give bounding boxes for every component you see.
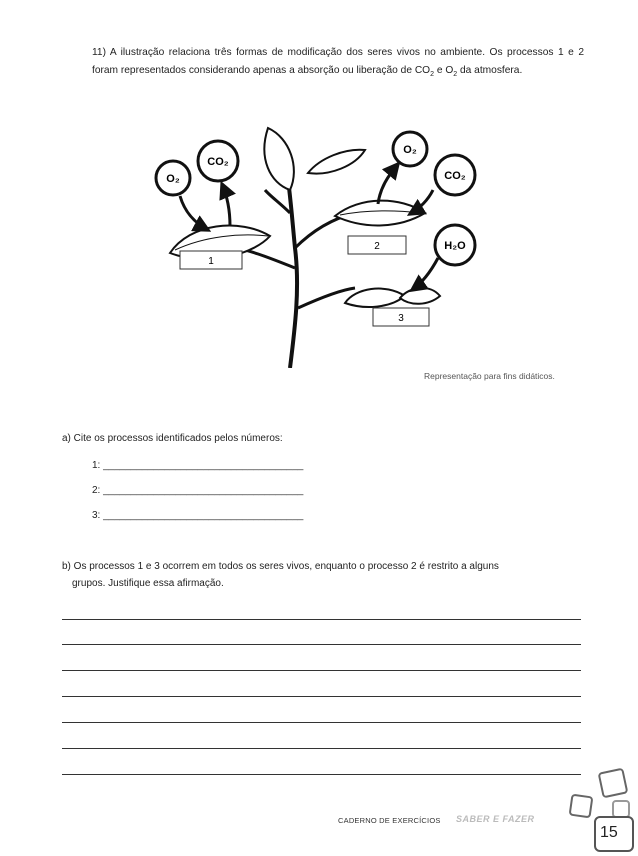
- svg-text:CO₂: CO₂: [207, 156, 229, 168]
- svg-text:O₂: O₂: [166, 173, 180, 185]
- svg-text:3: 3: [398, 313, 404, 324]
- svg-text:O₂: O₂: [403, 144, 417, 156]
- question-number: 11): [92, 47, 106, 58]
- part-a-prompt: a) Cite os processos identificados pelos números:: [62, 433, 283, 444]
- co2-circle-right: [435, 155, 475, 195]
- footer-label: CADERNO DE EXERCÍCIOS: [338, 816, 441, 825]
- svg-text:CO₂: CO₂: [444, 170, 466, 182]
- question-text: 11) A ilustração relaciona três formas de modificação dos seres vivos no ambiente. Os processos 1 e 2 foram representados considerando apenas a absorção ou liberação de $CO_2$ e $O_2$ da atmosfera.: [92, 47, 584, 78]
- answer-line-2[interactable]: 2: ____________________________________: [92, 485, 304, 496]
- o2-circle-right: [393, 132, 427, 166]
- writing-line[interactable]: [62, 696, 581, 697]
- box-3: [373, 308, 429, 326]
- leaf-lower-right-2: [400, 288, 440, 304]
- leaf-top: [264, 128, 293, 190]
- decor-square: [598, 768, 629, 799]
- box-1: [180, 251, 242, 269]
- o2-circle-left: [156, 161, 190, 195]
- decor-square: [569, 794, 594, 819]
- box-2: [348, 236, 406, 254]
- illustration-caption: Representação para fins didáticos.: [424, 371, 555, 381]
- h2o-circle: [435, 225, 475, 265]
- page-number: 15: [600, 824, 618, 841]
- writing-line[interactable]: [62, 644, 581, 645]
- svg-text:H₂O: H₂O: [444, 240, 466, 252]
- writing-line[interactable]: [62, 670, 581, 671]
- plant-illustration: [150, 118, 590, 368]
- writing-line[interactable]: [62, 619, 581, 620]
- answer-line-3[interactable]: 3: ____________________________________: [92, 510, 304, 521]
- co2-circle-left: [198, 141, 238, 181]
- part-b-prompt: b) Os processos 1 e 3 ocorrem em todos os seres vivos, enquanto o processo 2 é restrito a alguns grupos. Justifique essa afirmação.: [62, 561, 499, 589]
- leaf-lower-right: [345, 289, 405, 307]
- brand-logo: SABER E FAZER: [456, 814, 535, 824]
- writing-line[interactable]: [62, 722, 581, 723]
- svg-text:2: 2: [374, 241, 380, 252]
- leaf-top-right: [308, 150, 365, 174]
- writing-line[interactable]: [62, 774, 581, 775]
- svg-text:1: 1: [208, 256, 214, 267]
- answer-line-1[interactable]: 1: ____________________________________: [92, 460, 304, 471]
- writing-line[interactable]: [62, 748, 581, 749]
